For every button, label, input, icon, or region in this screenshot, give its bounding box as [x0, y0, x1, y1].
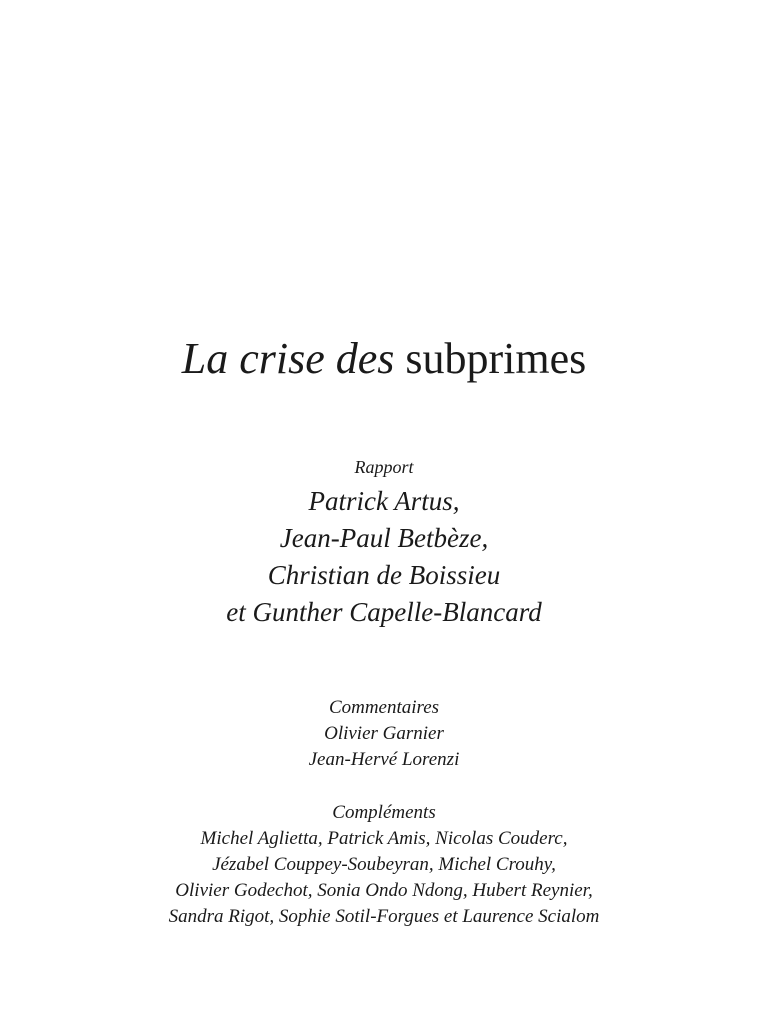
comments-section [0, 695, 768, 773]
complements-line: Olivier Godechot, Sonia Ondo Ndong, Hubert Reynier, [175, 880, 593, 901]
report-label: Rapport [354, 457, 414, 477]
book-title-roman: subprimes [405, 334, 587, 383]
comments-label: Commentaires [328, 697, 440, 718]
comments-name: Jean-Hervé Lorenzi [308, 749, 460, 770]
report-author: Patrick Artus, [308, 486, 460, 516]
report-section [0, 455, 768, 631]
complements-line: Michel Aglietta, Patrick Amis, Nicolas Couderc, [200, 828, 568, 849]
complements-line: Sandra Rigot, Sophie Sotil-Forgues et Laurence Scialom [168, 906, 600, 927]
complements-label: Compléments [332, 802, 436, 823]
report-author: et Gunther Capelle-Blancard [226, 597, 542, 627]
report-author: Christian de Boissieu [267, 560, 501, 590]
report-author: Jean-Paul Betbèze, [279, 523, 489, 553]
book-title-italic: La crise des [181, 334, 395, 383]
complements-line: Jézabel Couppey-Soubeyran, Michel Crouhy, [212, 854, 556, 875]
comments-name: Olivier Garnier [324, 723, 444, 744]
complements-section [0, 800, 768, 930]
book-title [0, 331, 768, 387]
